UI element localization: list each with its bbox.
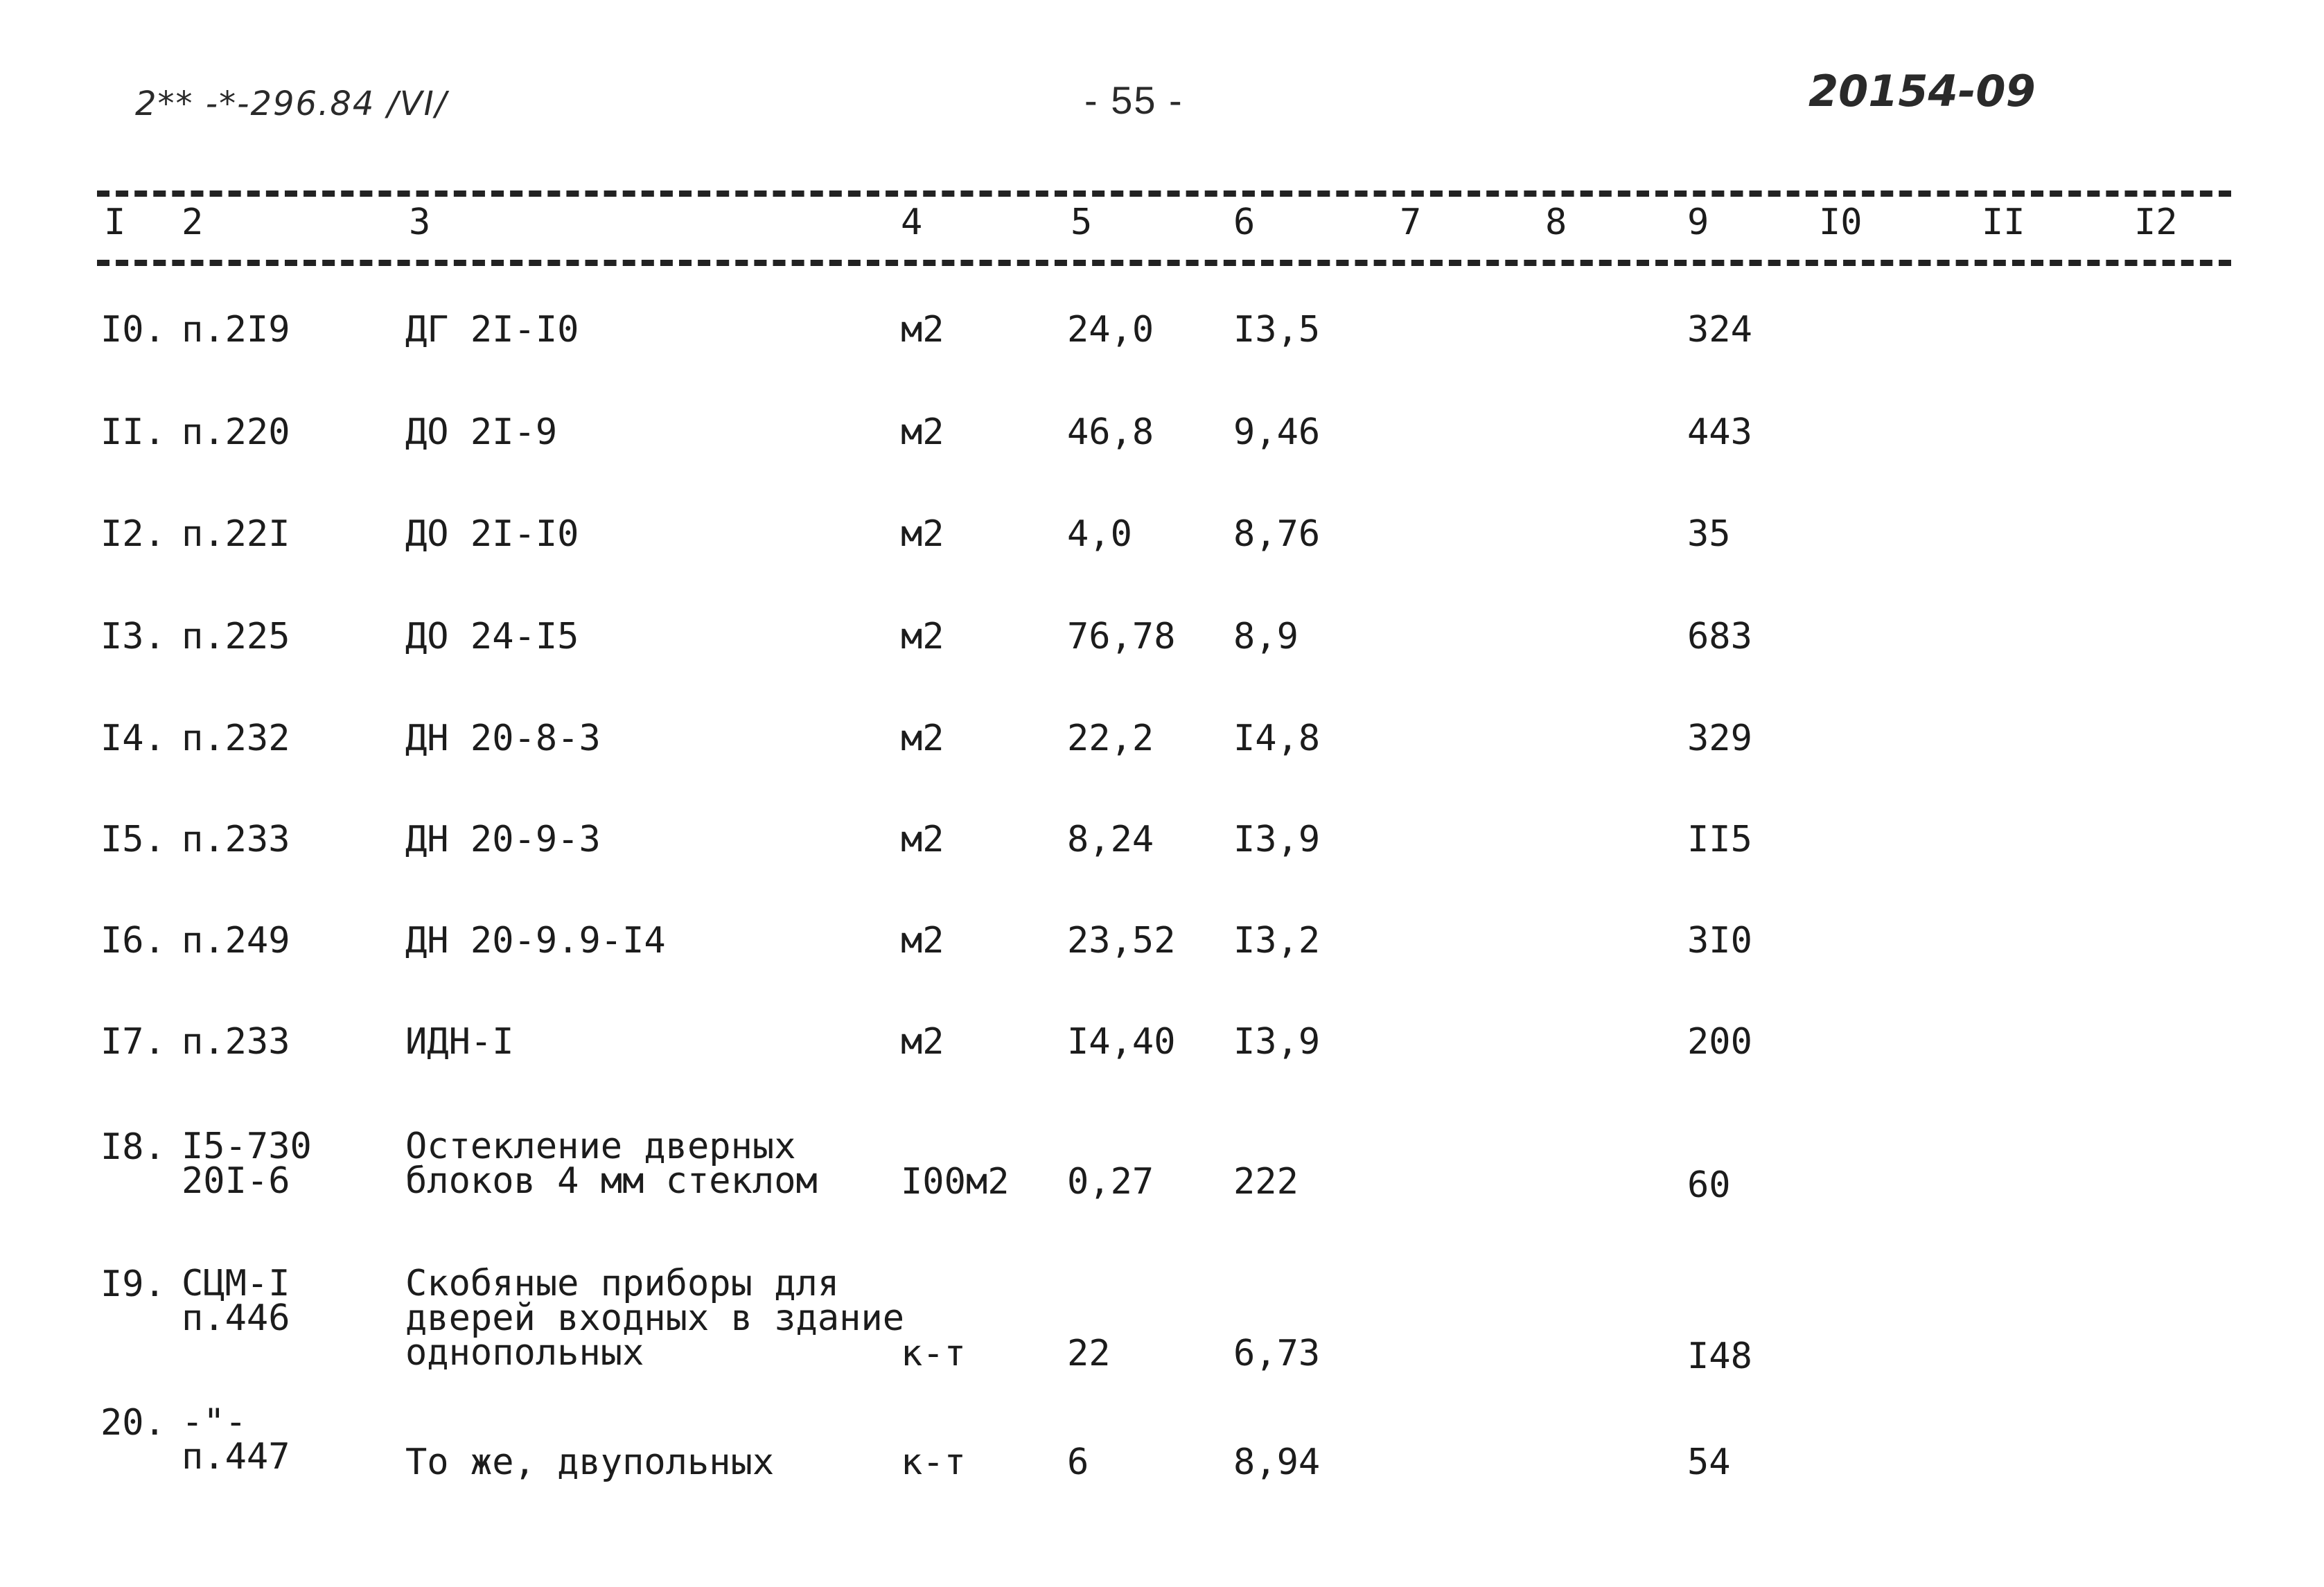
row-total: 35 bbox=[1687, 513, 1731, 555]
row-quantity: 76,78 bbox=[1067, 616, 1176, 657]
row-unit: м2 bbox=[901, 309, 944, 351]
row-unit: к-т bbox=[901, 1333, 966, 1374]
row-number: I2. bbox=[100, 513, 166, 555]
row-number: I5. bbox=[100, 819, 166, 860]
row-quantity: 6 bbox=[1067, 1442, 1089, 1483]
row-total: 443 bbox=[1687, 411, 1752, 453]
row-name: ДГ 2I-I0 bbox=[405, 309, 579, 351]
row-unit: м2 bbox=[901, 920, 944, 961]
row-price: I3,2 bbox=[1233, 920, 1321, 961]
row-unit: м2 bbox=[901, 513, 944, 555]
row-name: Скобяные приборы для дверей входных в здание однопольных bbox=[405, 1263, 905, 1374]
column-header: 7 bbox=[1400, 202, 1422, 243]
row-quantity: I4,40 bbox=[1067, 1021, 1176, 1063]
row-total: 324 bbox=[1687, 309, 1752, 351]
column-header: 6 bbox=[1233, 202, 1256, 243]
row-reference: п.233 bbox=[182, 1021, 290, 1063]
row-unit: м2 bbox=[901, 411, 944, 453]
row-reference: п.22I bbox=[182, 513, 290, 555]
row-reference: п.220 bbox=[182, 411, 290, 453]
row-name: ДО 24-I5 bbox=[405, 616, 579, 657]
row-reference: I5-730 20I-6 bbox=[182, 1126, 312, 1202]
header-rule-top bbox=[97, 190, 2231, 197]
row-reference: СЦМ-I п.446 bbox=[182, 1263, 290, 1339]
row-quantity: 0,27 bbox=[1067, 1161, 1154, 1203]
header-rule-bottom bbox=[97, 260, 2231, 266]
row-reference: -"- п.447 bbox=[182, 1401, 290, 1478]
row-total: 60 bbox=[1687, 1164, 1731, 1206]
row-reference: п.2I9 bbox=[182, 309, 290, 351]
column-header: 3 bbox=[409, 202, 431, 243]
page-number: - 55 - bbox=[1084, 78, 1183, 122]
row-quantity: 22 bbox=[1067, 1333, 1111, 1374]
row-unit: м2 bbox=[901, 718, 944, 759]
row-reference: п.225 bbox=[182, 616, 290, 657]
row-name: ИДН-I bbox=[405, 1021, 514, 1063]
row-total: 200 bbox=[1687, 1021, 1752, 1063]
column-header: II bbox=[1982, 202, 2025, 243]
row-total: 3I0 bbox=[1687, 920, 1752, 961]
row-number: I0. bbox=[100, 309, 166, 351]
archive-number: 20154-09 bbox=[1808, 66, 2036, 116]
row-quantity: 23,52 bbox=[1067, 920, 1176, 961]
column-header: 2 bbox=[182, 202, 204, 243]
row-reference: п.233 bbox=[182, 819, 290, 860]
row-unit: м2 bbox=[901, 1021, 944, 1063]
row-total: II5 bbox=[1687, 819, 1752, 860]
row-number: I8. bbox=[100, 1126, 166, 1168]
row-number: I4. bbox=[100, 718, 166, 759]
row-quantity: 22,2 bbox=[1067, 718, 1154, 759]
row-price: 6,73 bbox=[1233, 1333, 1321, 1374]
row-name: ДН 20-8-3 bbox=[405, 718, 601, 759]
row-price: 222 bbox=[1233, 1161, 1299, 1203]
column-header: 4 bbox=[901, 202, 923, 243]
row-number: I7. bbox=[100, 1021, 166, 1063]
row-name: Остекление дверных блоков 4 мм стеклом bbox=[405, 1126, 818, 1202]
row-total: I48 bbox=[1687, 1336, 1752, 1377]
document-code: 2** -*-296.84 /VI/ bbox=[135, 85, 448, 123]
row-unit: м2 bbox=[901, 819, 944, 860]
row-number: II. bbox=[100, 411, 166, 453]
row-price: 8,76 bbox=[1233, 513, 1321, 555]
row-total: 54 bbox=[1687, 1442, 1731, 1483]
row-price: 9,46 bbox=[1233, 411, 1321, 453]
row-reference: п.232 bbox=[182, 718, 290, 759]
row-unit: к-т bbox=[901, 1442, 966, 1483]
row-name: ДН 20-9.9-I4 bbox=[405, 920, 666, 961]
row-name: ДН 20-9-3 bbox=[405, 819, 601, 860]
column-header: 8 bbox=[1545, 202, 1567, 243]
row-quantity: 4,0 bbox=[1067, 513, 1132, 555]
column-header: I bbox=[104, 202, 126, 243]
column-header: 9 bbox=[1687, 202, 1709, 243]
row-name: ДО 2I-9 bbox=[405, 411, 558, 453]
row-price: 8,94 bbox=[1233, 1442, 1321, 1483]
column-header: 5 bbox=[1071, 202, 1093, 243]
row-number: I3. bbox=[100, 616, 166, 657]
row-price: 8,9 bbox=[1233, 616, 1299, 657]
column-header: I0 bbox=[1819, 202, 1863, 243]
row-price: I4,8 bbox=[1233, 718, 1321, 759]
row-quantity: 8,24 bbox=[1067, 819, 1154, 860]
row-total: 683 bbox=[1687, 616, 1752, 657]
row-reference: п.249 bbox=[182, 920, 290, 961]
row-name: То же, двупольных bbox=[405, 1442, 775, 1483]
row-price: I3,9 bbox=[1233, 819, 1321, 860]
column-header: I2 bbox=[2134, 202, 2178, 243]
row-quantity: 46,8 bbox=[1067, 411, 1154, 453]
row-number: 20. bbox=[100, 1402, 166, 1444]
row-quantity: 24,0 bbox=[1067, 309, 1154, 351]
row-total: 329 bbox=[1687, 718, 1752, 759]
row-number: I9. bbox=[100, 1264, 166, 1305]
row-unit: м2 bbox=[901, 616, 944, 657]
row-price: I3,5 bbox=[1233, 309, 1321, 351]
row-name: ДО 2I-I0 bbox=[405, 513, 579, 555]
row-unit: I00м2 bbox=[901, 1161, 1010, 1203]
row-number: I6. bbox=[100, 920, 166, 961]
row-price: I3,9 bbox=[1233, 1021, 1321, 1063]
